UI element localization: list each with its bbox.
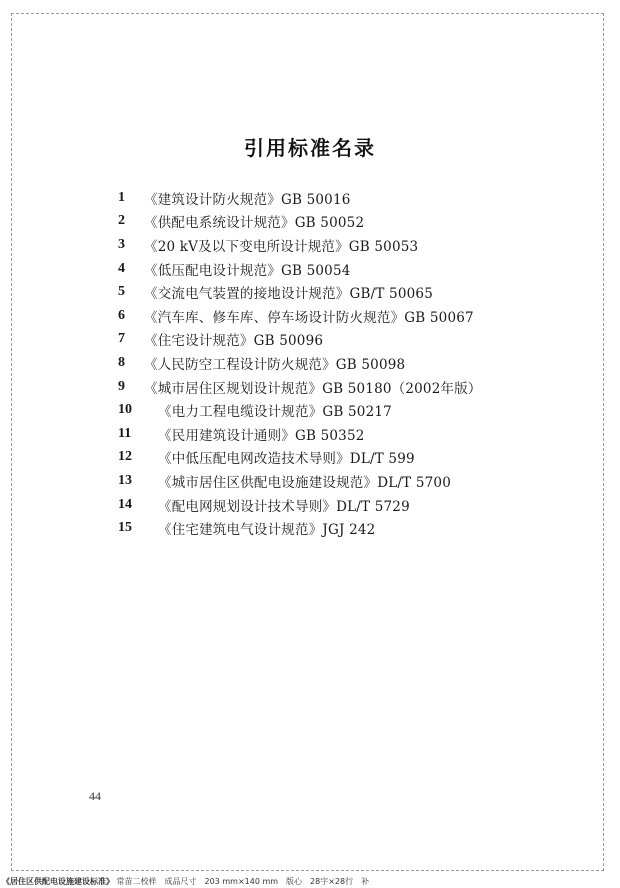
item-number: 4 bbox=[118, 260, 125, 276]
standards-list bbox=[118, 186, 588, 540]
list-item bbox=[118, 328, 588, 352]
item-number: 9 bbox=[118, 378, 125, 394]
item-number: 10 bbox=[118, 402, 132, 418]
item-text: 《建筑设计防火规范》GB 50016 bbox=[144, 191, 351, 208]
item-text: 《民用建筑设计通则》GB 50352 bbox=[158, 427, 365, 444]
item-text: 《中低压配电网改造技术导则》DL/T 599 bbox=[158, 451, 415, 468]
item-text: 《汽车库、修车库、停车场设计防火规范》GB 50067 bbox=[144, 309, 474, 326]
list-item bbox=[118, 375, 588, 399]
item-number: 6 bbox=[118, 307, 125, 323]
list-item bbox=[118, 186, 588, 210]
item-text: 《住宅设计规范》GB 50096 bbox=[144, 333, 324, 350]
page-number: 44 bbox=[89, 789, 101, 803]
item-text: 《电力工程电缆设计规范》GB 50217 bbox=[158, 404, 392, 421]
item-number: 14 bbox=[118, 496, 132, 512]
item-text: 《20 kV及以下变电所设计规范》GB 50053 bbox=[144, 238, 419, 255]
print-footer bbox=[2, 876, 369, 887]
list-item bbox=[118, 351, 588, 375]
item-number: 7 bbox=[118, 331, 125, 347]
item-text: 《城市居住区规划设计规范》GB 50180（2002年版） bbox=[144, 380, 482, 397]
list-item bbox=[118, 304, 588, 328]
item-text: 《城市居住区供配电设施建设规范》DL/T 5700 bbox=[158, 474, 451, 491]
item-number: 3 bbox=[118, 236, 125, 252]
list-item bbox=[118, 422, 588, 446]
item-number: 5 bbox=[118, 284, 125, 300]
list-item bbox=[118, 257, 588, 281]
item-text: 《住宅建筑电气设计规范》JGJ 242 bbox=[158, 522, 376, 539]
list-item bbox=[118, 210, 588, 234]
list-item bbox=[118, 469, 588, 493]
footer-info: 常苗二校样 成品尺寸 203 mm×140 mm 版心 28字×28行 补 bbox=[116, 877, 370, 886]
item-number: 15 bbox=[118, 520, 132, 536]
list-item bbox=[118, 516, 588, 540]
item-number: 8 bbox=[118, 354, 125, 370]
item-text: 《交流电气装置的接地设计规范》GB/T 50065 bbox=[144, 286, 433, 303]
footer-book-title: 《居住区供配电设施建设标准》 bbox=[2, 877, 114, 886]
item-text: 《供配电系统设计规范》GB 50052 bbox=[144, 215, 365, 232]
item-text: 《人民防空工程设计防火规范》GB 50098 bbox=[144, 356, 406, 373]
item-number: 12 bbox=[118, 449, 132, 465]
list-item bbox=[118, 446, 588, 470]
list-item bbox=[118, 398, 588, 422]
list-item bbox=[118, 280, 588, 304]
item-number: 11 bbox=[118, 425, 132, 441]
item-number: 1 bbox=[118, 189, 125, 205]
list-item bbox=[118, 233, 588, 257]
item-number: 13 bbox=[118, 472, 132, 488]
item-text: 《低压配电设计规范》GB 50054 bbox=[144, 262, 351, 279]
list-item bbox=[118, 493, 588, 517]
page-title: 引用标准名录 bbox=[244, 136, 376, 160]
item-number: 2 bbox=[118, 213, 125, 229]
item-text: 《配电网规划设计技术导则》DL/T 5729 bbox=[158, 498, 410, 515]
